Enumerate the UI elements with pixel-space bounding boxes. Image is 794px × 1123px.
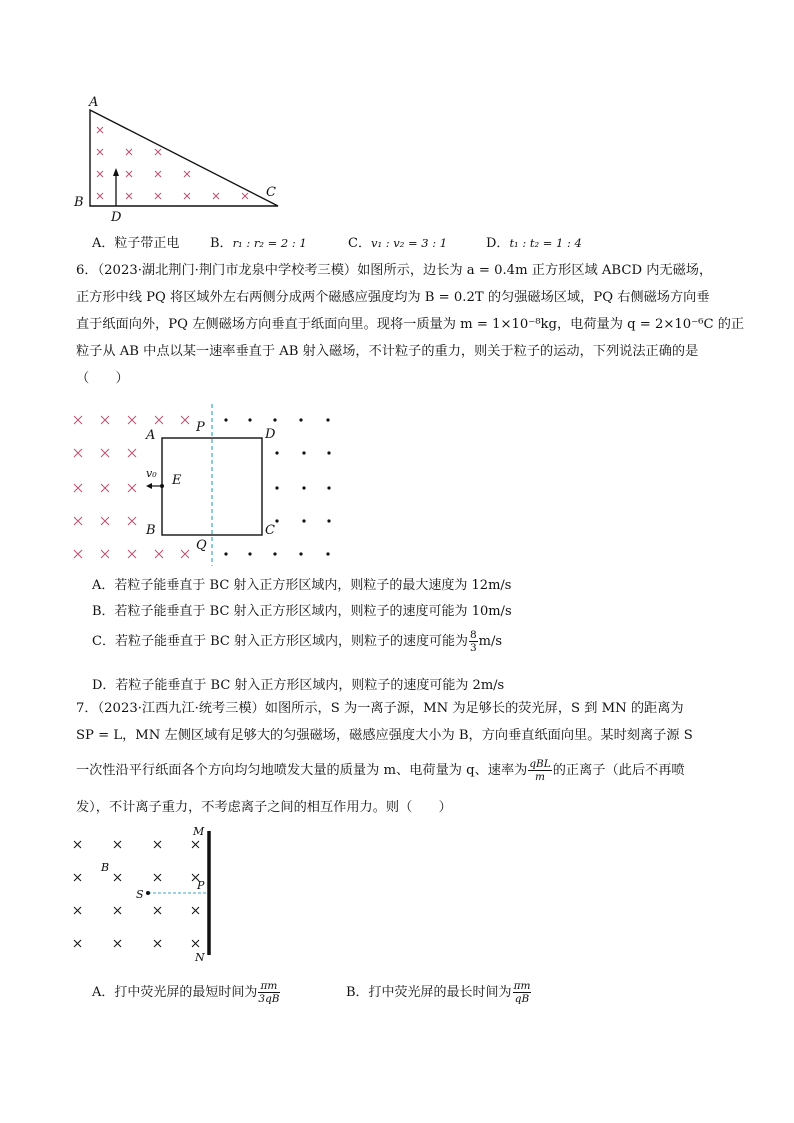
q6-option-c-denominator: 3 (469, 642, 477, 654)
q6-line-3: 直于纸面向外，PQ 左侧磁场方向垂直于纸面向里。现将一质量为 m = 1×10⁻⁸kg，电荷量为 q = 2×10⁻⁶C 的正 (76, 317, 745, 332)
q7-line-3-text: 一次性沿平行纸面各个方向均匀地喷发大量的质量为 m、电荷量为 q、速率为 (76, 763, 528, 778)
q7-line-4: 发），不计离子重力，不考虑离子之间的相互作用力。则（ ） (76, 800, 452, 815)
q6-option-c (92, 629, 502, 654)
q7-option-a-denominator: 3qB (258, 993, 280, 1005)
q7-option-b-text: B．打中荧光屏的最长时间为 (346, 985, 512, 1000)
q5-option-b (210, 232, 307, 251)
label-q: Q (196, 538, 207, 553)
label-n: N (195, 951, 205, 964)
q7-speed-denominator: m (535, 771, 546, 783)
label-e: E (172, 473, 182, 488)
q7-screen-figure (66, 822, 226, 964)
q6-option-b: B．若粒子能垂直于 BC 射入正方形区域内，则粒子的速度可能为 10m/s (92, 604, 512, 619)
q7-speed-numerator: qBL (529, 758, 551, 770)
q5-option-b-label: B． (210, 236, 233, 251)
q6-line-5: （ ） (76, 371, 129, 386)
q5-option-b-math: r₁ : r₂ = 2 : 1 (232, 236, 307, 250)
q7-line-1: 7．（2023·江西九江·统考三模）如图所示，S 为一离子源，MN 为足够长的荧光屏，S 到 MN 的距离为 (76, 701, 684, 716)
q5-option-c-math: v₁ : v₂ = 3 : 1 (370, 236, 448, 250)
label-c: C (266, 185, 276, 200)
q7-option-a-numerator: πm (258, 980, 279, 993)
q6-option-c-fraction (469, 629, 478, 654)
label-d: D (265, 427, 276, 442)
q5-option-a: A．粒子带正电 (92, 236, 180, 251)
q7-line-3 (76, 758, 685, 783)
q7-option-b-fraction (513, 980, 532, 1005)
label-p: P (196, 420, 205, 435)
label-b: B (74, 195, 84, 210)
q5-triangle-figure (68, 90, 288, 225)
q7-option-b-numerator: πm (513, 980, 531, 992)
q7-option-a (92, 980, 281, 1005)
q5-option-d-label: D． (486, 236, 510, 251)
label-p: P (197, 879, 205, 892)
label-b: B (146, 523, 156, 538)
label-v0: v₀ (146, 467, 157, 480)
label-s: S (136, 888, 144, 901)
q6-option-c-numerator: 8 (469, 629, 477, 641)
q6-option-c-unit: m/s (478, 634, 503, 649)
ion-source-dot (146, 891, 150, 895)
q5-option-d (486, 232, 582, 251)
q7-speed-fraction (528, 758, 551, 783)
q7-option-a-fraction (258, 980, 279, 1005)
q5-option-d-math: t₁ : t₂ = 1 : 4 (509, 236, 582, 250)
label-m: M (193, 825, 205, 838)
q6-line-1: 6．（2023·湖北荆门·荆门市龙泉中学校考三模）如图所示，边长为 a = 0.4m 正方形区域 ABCD 内无磁场， (76, 263, 713, 278)
q6-line-4: 粒子从 AB 中点以某一速率垂直于 AB 射入磁场，不计粒子的重力，则关于粒子的运动，下列说法正确的是 (76, 344, 699, 359)
label-b: B (101, 861, 110, 874)
label-c: C (265, 523, 275, 538)
q5-option-c-label: C． (348, 236, 371, 251)
field-into-page-marks (97, 127, 248, 199)
q7-option-b (346, 980, 532, 1005)
q7-option-a-text: A．打中荧光屏的最短时间为 (92, 985, 258, 1000)
label-a: A (146, 428, 156, 443)
q6-option-c-text: C．若粒子能垂直于 BC 射入正方形区域内，则粒子的速度可能为 (92, 634, 468, 649)
label-a: A (89, 95, 99, 110)
velocity-arrow (113, 168, 119, 206)
q6-line-2: 正方形中线 PQ 将区域外左右两侧分成两个磁感应强度均为 B = 0.2T 的匀强磁场区域，PQ 右侧磁场方向垂 (76, 290, 710, 305)
q6-option-d: D．若粒子能垂直于 BC 射入正方形区域内，则粒子的速度可能为 2m/s (92, 678, 505, 693)
label-d: D (111, 210, 122, 225)
q6-square-field-figure (66, 404, 356, 566)
q7-line-3-end: 的正离子（此后不再喷 (552, 763, 685, 778)
q7-line-2: SP = L，MN 左侧区域有足够大的匀强磁场，磁感应强度大小为 B，方向垂直纸面向里。某时刻离子源 S (76, 728, 693, 743)
q6-option-a: A．若粒子能垂直于 BC 射入正方形区域内，则粒子的最大速度为 12m/s (92, 578, 512, 593)
triangle-outline (90, 110, 278, 206)
q5-option-c (348, 232, 447, 251)
q7-option-b-denominator: qB (514, 993, 530, 1005)
